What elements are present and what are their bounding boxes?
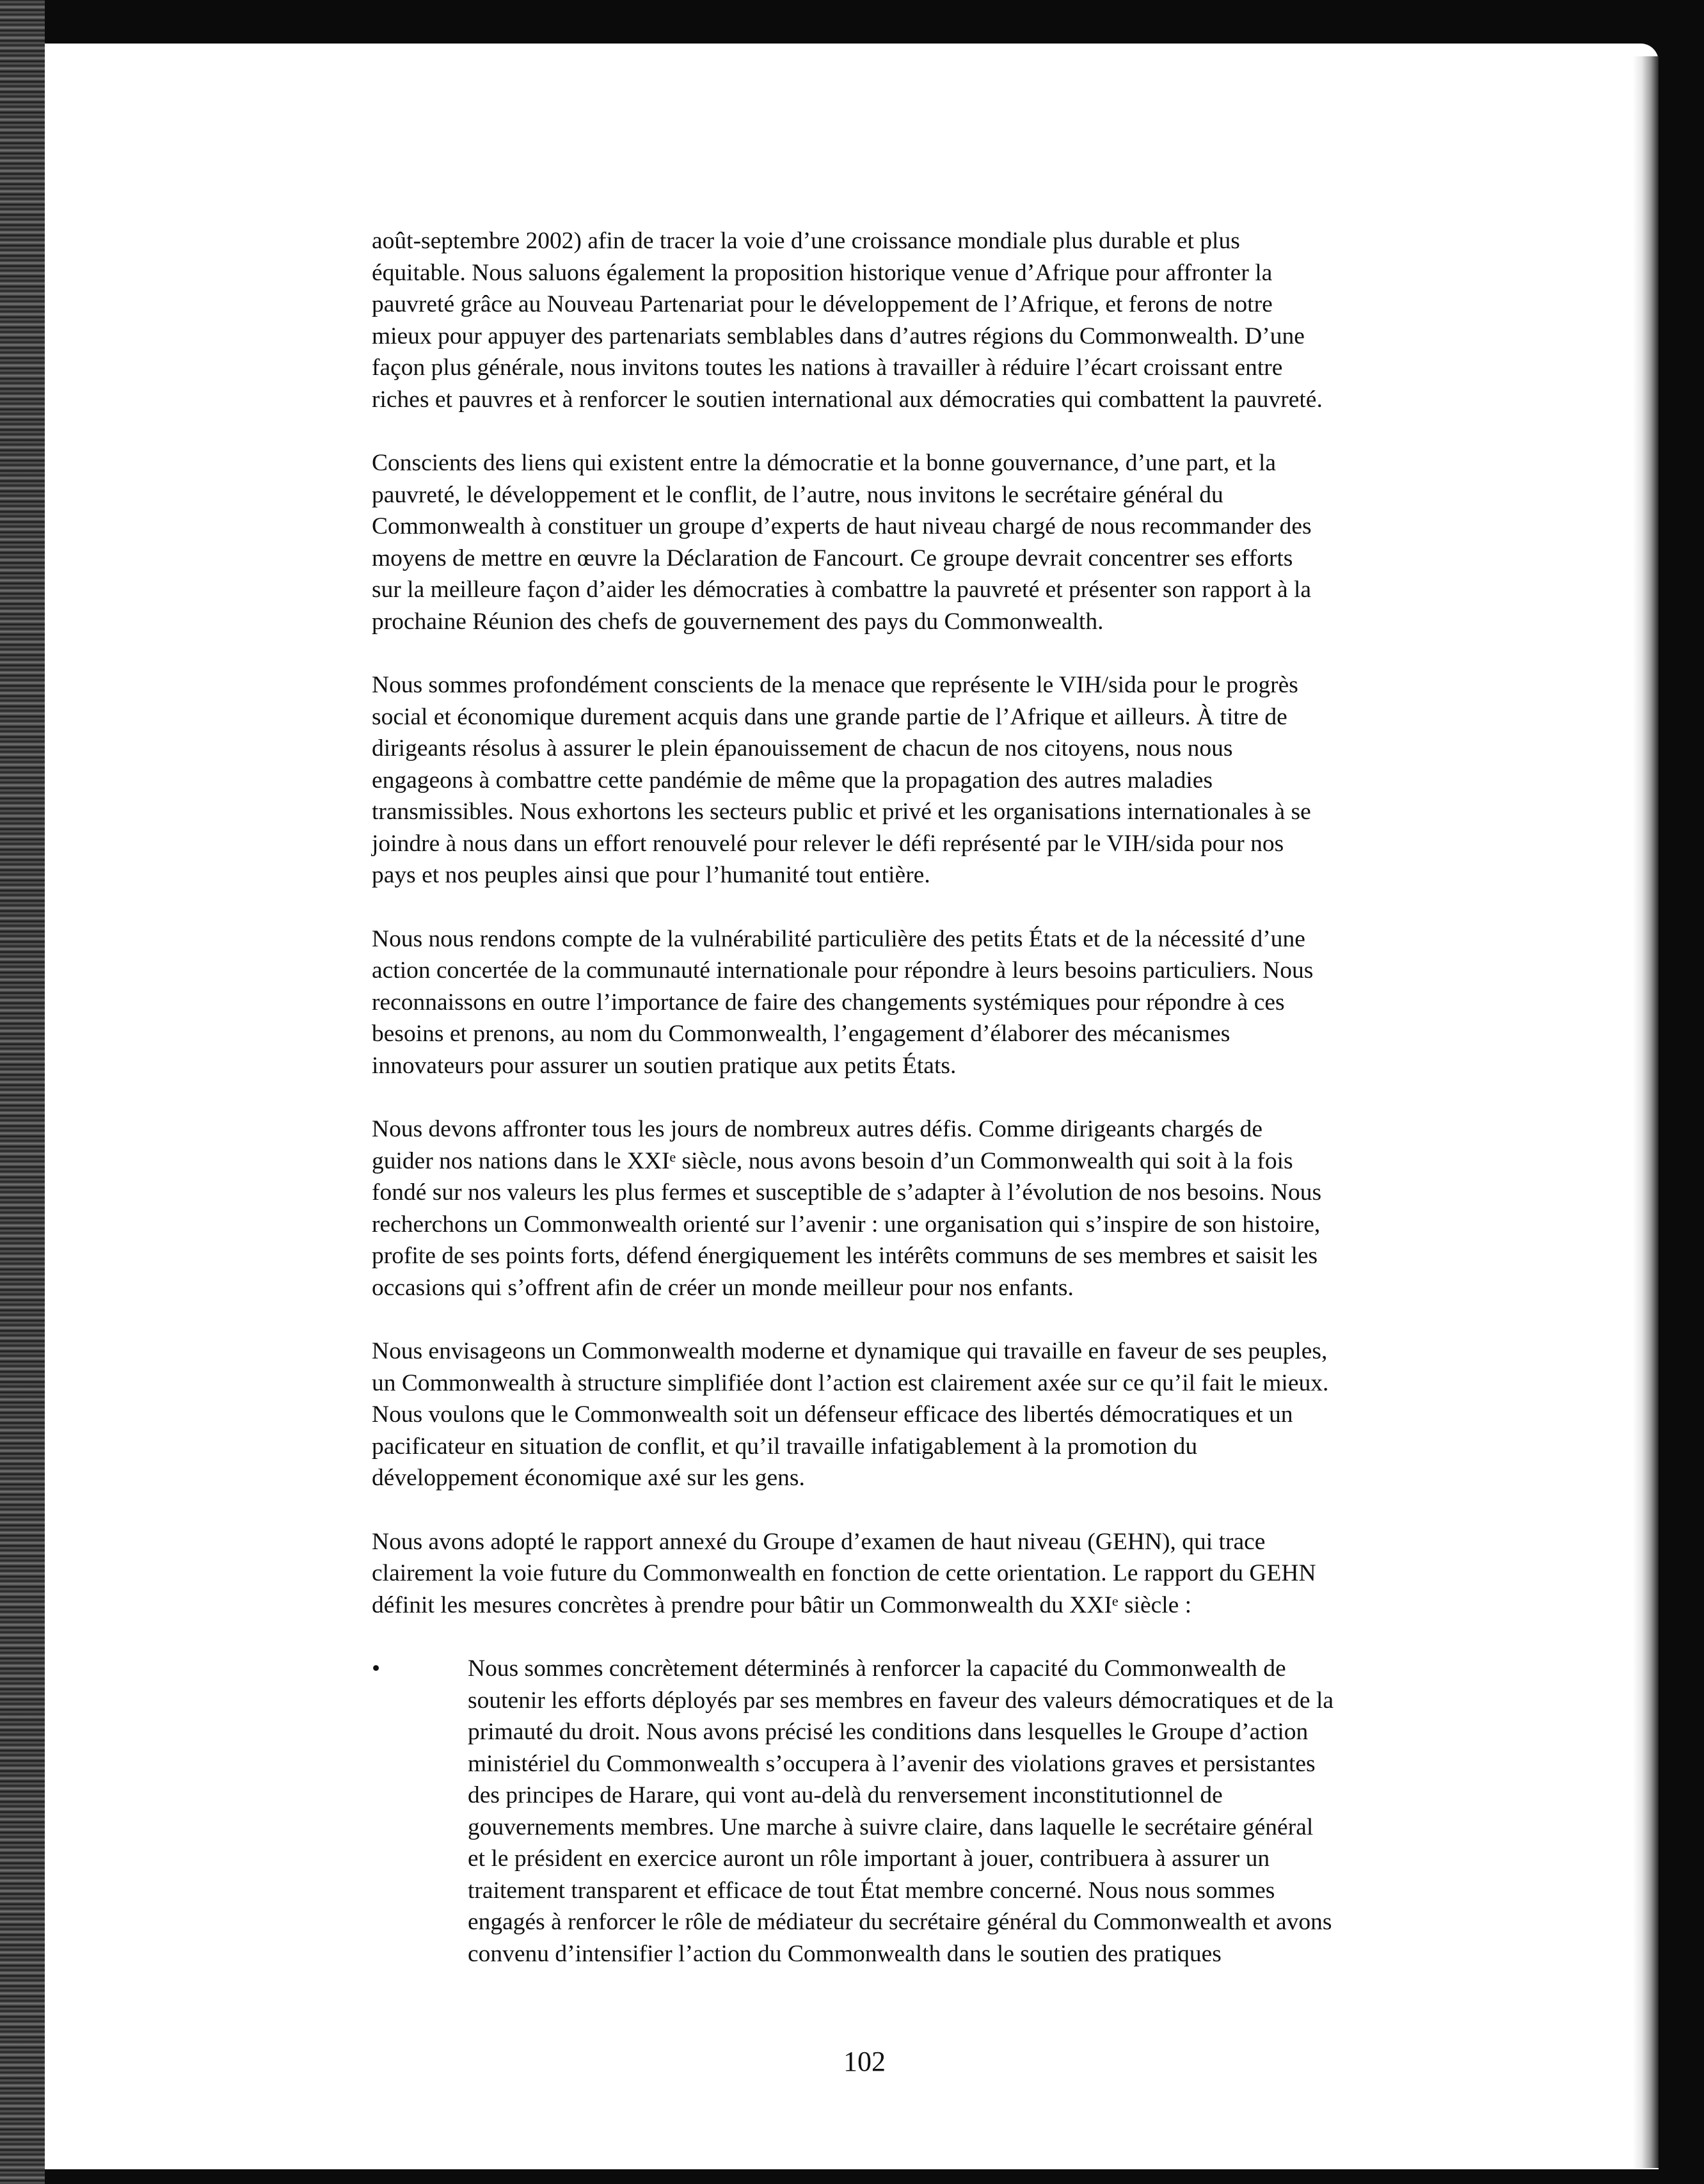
paragraph-6: Nous envisageons un Commonwealth moderne et dynamique qui travaille en faveur de ses peuples, un Commonwealth à structure simplifiée dont l’action est clairement axée sur ce qu’il fait le mieux. Nous voulons que le Commonwealth soit un défenseur efficace des libertés démocratiques et un pacificateur en situation de conflit, et qu’il travaille infatigablement à la promotion du développement économique axé sur les gens.	[372, 1338, 1329, 1491]
bullet-item	[372, 1653, 1498, 1970]
document-body	[372, 225, 1498, 1970]
paragraph-5: Nous devons affronter tous les jours de nombreux autres défis. Comme dirigeants chargés de guider nos nations dans le XXIᵉ siècle, nous avons besoin d’un Commonwealth qui soit à la fois fondé sur nos valeurs les plus fermes et susceptible de s’adapter à l’évolution de nos besoins. Nous recherchons un Commonwealth orienté sur l’avenir : une organisation qui s’inspire de son histoire, profite de ses points forts, défend énergiquement les intérêts communs de ses membres et saisit les occasions qui s’offrent afin de créer un monde meilleur pour nos enfants.	[372, 1116, 1322, 1301]
bullet-text: Nous sommes concrètement déterminés à renforcer la capacité du Commonwealth de soutenir les efforts déployés par ses membres en faveur des valeurs démocratiques et de la primauté du droit. Nous avons précisé les conditions dans lesquelles le Groupe d’action ministériel du Commonwealth s’occupera à l’avenir des violations graves et persistantes des principes de Harare, qui vont au-delà du renversement inconstitutionnel de gouvernements membres. Une marche à suivre claire, dans laquelle le secrétaire général et le président en exercice auront un rôle important à jouer, contribuera à assurer un traitement transparent et efficace de tout État membre concerné. Nous nous sommes engagés à renforcer le rôle de médiateur du secrétaire général du Commonwealth et avons convenu d’intensifier l’action du Commonwealth dans le soutien des pratiques	[468, 1655, 1334, 1967]
paragraph-7: Nous avons adopté le rapport annexé du Groupe d’examen de haut niveau (GEHN), qui trace clairement la voie future du Commonwealth en fonction de cette orientation. Le rapport du GEHN définit les mesures concrètes à prendre pour bâtir un Commonwealth du XXIᵉ siècle :	[372, 1528, 1316, 1618]
bullet-marker: •	[372, 1655, 381, 1682]
paragraph-4: Nous nous rendons compte de la vulnérabilité particulière des petits États et de la nécessité d’une action concertée de la communauté internationale pour répondre à leurs besoins particuliers. Nous reconnaissons en outre l’importance de faire des changements systémiques pour répondre à ces besoins et prenons, au nom du Commonwealth, l’engagement d’élaborer des mécanismes innovateurs pour assurer un soutien pratique aux petits États.	[372, 925, 1314, 1079]
paragraph-3: Nous sommes profondément conscients de la menace que représente le VIH/sida pour le progrès social et économique durement acquis dans une grande partie de l’Afrique et ailleurs. À titre de dirigeants résolus à assurer le plein épanouissement de chacun de nos citoyens, nous nous engageons à combattre cette pandémie de même que la propagation des autres maladies transmissibles. Nous exhortons les secteurs public et privé et les organisations internationales à se joindre à nous dans un effort renouvelé pour relever le défi représenté par le VIH/sida pour nos pays et nos peuples ainsi que pour l’humanité tout entière.	[372, 672, 1311, 888]
page-edge-shadow	[1633, 56, 1659, 2168]
page-number: 102	[843, 2046, 886, 2077]
scanned-binding-edge	[0, 0, 45, 2184]
paragraph-2: Conscients des liens qui existent entre la démocratie et la bonne gouvernance, d’une part, et la pauvreté, le développement et le conflit, de l’autre, nous invitons le secrétaire général du Commonwealth à constituer un groupe d’experts de haut niveau chargé de nous recommander des moyens de mettre en œuvre la Déclaration de Fancourt. Ce groupe devrait concentrer ses efforts sur la meilleure façon d’aider les démocraties à combattre la pauvreté et présenter son rapport à la prochaine Réunion des chefs de gouvernement des pays du Commonwealth.	[372, 450, 1312, 635]
paragraph-1: août-septembre 2002) afin de tracer la voie d’une croissance mondiale plus durable et plus équitable. Nous saluons également la proposition historique venue d’Afrique pour affronter la pauvreté grâce au Nouveau Partenariat pour le développement de l’Afrique, et ferons de notre mieux pour appuyer des partenariats semblables dans d’autres régions du Commonwealth. D’une façon plus générale, nous invitons toutes les nations à travailler à réduire l’écart croissant entre riches et pauvres et à renforcer le soutien international aux démocraties qui combattent la pauvreté.	[372, 228, 1323, 413]
